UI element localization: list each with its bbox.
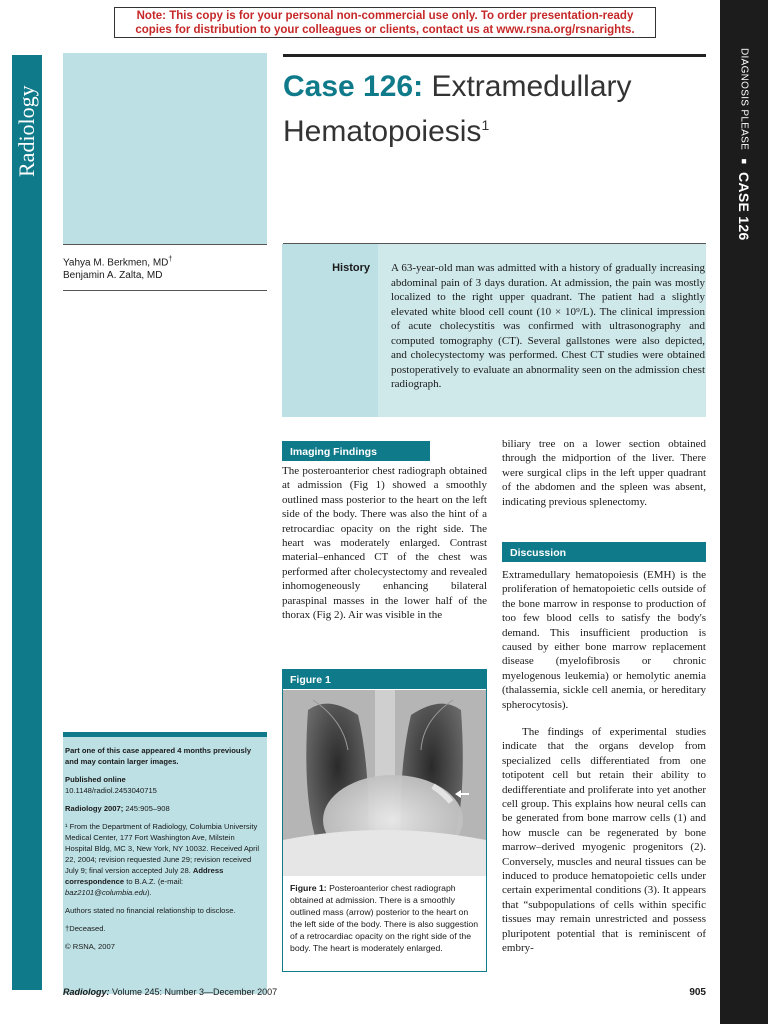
sidebar-case-label: CASE 126 — [736, 172, 752, 241]
address-label: Address correspondence — [65, 866, 224, 886]
deceased-note: †Deceased. — [65, 924, 106, 933]
affiliation-text: From the Department of Radiology, Columbia University Medical Center, 177 Fort Washington Ave, Milstein Hospital Bldg, MC 3, New York, NY 10032. Received April 22, 2004; revision requested June 29; revision received July 9; final version accepted July 28. — [65, 822, 260, 875]
author-top-rule — [63, 244, 267, 245]
article-info-topline — [63, 732, 267, 737]
author-2: Benjamin A. Zalta, MD — [63, 270, 163, 282]
published-online-label: Published online — [65, 775, 126, 784]
author-1-mark: † — [168, 256, 173, 263]
affiliation-mark: ¹ — [65, 822, 68, 831]
disclosure: Authors stated no financial relationship to disclose. — [65, 906, 236, 915]
discussion-heading: Discussion — [502, 542, 706, 562]
right-column-text: biliary tree on a lower section obtained through the midportion of the liver. There were surgical clips in the left upper quadrant of the abdomen and the spleen was absent, indicating previous splenectomy. — [502, 438, 706, 508]
title-footnote-mark: 1 — [481, 117, 490, 133]
citation-journal: Radiology 2007; — [65, 804, 124, 813]
note-banner — [114, 7, 656, 38]
figure-1-heading: Figure 1 — [282, 669, 487, 689]
article-info — [65, 745, 263, 959]
address-end: ). — [147, 888, 152, 897]
note-line-2: copies for distribution to your colleagues or clients, contact us at www.rsna.org/rsnarights. — [135, 24, 635, 36]
title-line-1: Extramedullary — [431, 70, 632, 103]
page-title — [283, 68, 703, 151]
citation-pages: 245:905–908 — [123, 804, 170, 813]
history-text: A 63-year-old man was admitted with a history of gradually increasing abdominal pain of 3 days duration. At admission, the pain was mostly localized to the right upper quadrant. The patient had a slightly elevated white blood cell count (10 × 10⁹/L). The clinical impression of acute cholecystitis was confirmed with ultrasonography and computed tomography (CT). Several gallstones were also depicted, and cholecystectomy was performed. Chest CT studies were obtained postoperatively to evaluate an abnormality seen on the admission chest radiograph. — [391, 262, 705, 390]
history-label: History — [332, 262, 370, 274]
page-number: 905 — [689, 987, 706, 998]
sidebar-section-label — [722, 48, 766, 248]
imaging-findings-text: The posteroanterior chest radiograph obtained at admission (Fig 1) showed a smoothly outlined mass posterior to the heart on the left side of the body. There was also the hint of a retrocardiac opacity on the right side. The heart was moderately enlarged. Contrast material–enhanced CT of the chest was performed after cholecystectomy and revealed inhomogeneously enhancing bilateral paraspinal masses in the lower half of the thorax (Fig 2). Air was visible in the — [282, 465, 487, 622]
note-line-1: Note: This copy is for your personal non-commercial use only. To order presentation-ready — [136, 10, 634, 22]
author-bottom-rule — [63, 290, 267, 291]
left-journal-bar — [12, 55, 42, 990]
footer-issue: Volume 245: Number 3—December 2007 — [109, 987, 278, 997]
square-bullet-icon: ■ — [739, 156, 749, 167]
figure-1-caption — [290, 882, 482, 954]
part-one-note: Part one of this case appeared 4 months previously and may contain larger images. — [65, 746, 252, 766]
footer-journal: Radiology: — [63, 987, 110, 997]
copyright: © RSNA, 2007 — [65, 942, 115, 951]
discussion-para-1: Extramedullary hematopoiesis (EMH) is the proliferation of hematopoietic cells outside of the bone marrow in response to production of too few blood cells to satisfy the body's demand. This insufficient production is caused by either bone marrow replacement disease (myelofibrosis or chronic myelogenous leukemia) or hemolytic anemia (thalassemia, sickle cell anemia, or hereditary spherocytosis). — [502, 569, 706, 711]
case-number: Case 126: — [283, 70, 424, 103]
author-1: Yahya M. Berkmen, MD — [63, 257, 169, 269]
journal-name-vertical: Radiology — [14, 85, 39, 177]
figure-1-caption-label: Figure 1: — [290, 883, 327, 893]
address-text: to B.A.Z. (e-mail: — [124, 877, 184, 886]
discussion-para-2: The findings of experimental studies indicate that the organs develop from specialized cells differentiated from one totipotent cell but retain their ability to dedifferentiate and proliferate into yet another cell group. This explains how neural cells can be generated from bone marrow cells (1) and how muscle can be regenerated by bone marrow–derived myogenic progenitors (2). Conversely, muscles and neural tissues can be induced to produce hematopoietic cells under certain experimental conditions (3). It appears that “subpopulations of cells within specific tissues may remain unrestricted and possess pluripotent potential that is reminiscent of embry- — [502, 726, 706, 955]
title-top-rule — [283, 54, 706, 57]
figure-1-caption-text: Posteroanterior chest radiograph obtained at admission. There is a smoothly outlined mass (arrow) posterior to the heart on the left side of the body. There is also suggestion of a retrocardiac opacity on the right side of the body. The heart is moderately enlarged. — [290, 883, 479, 953]
chest-xray-image — [283, 690, 486, 876]
sidebar-section: DIAGNOSIS PLEASE — [738, 48, 750, 151]
doi: 10.1148/radiol.2453040715 — [65, 786, 157, 795]
authors — [63, 253, 267, 282]
imaging-findings-heading: Imaging Findings — [282, 441, 430, 461]
footer-citation — [63, 987, 277, 997]
title-line-2: Hematopoiesis — [283, 115, 482, 148]
top-left-panel — [63, 53, 267, 244]
email-link[interactable]: baz2101@columbia.edu — [65, 888, 148, 897]
